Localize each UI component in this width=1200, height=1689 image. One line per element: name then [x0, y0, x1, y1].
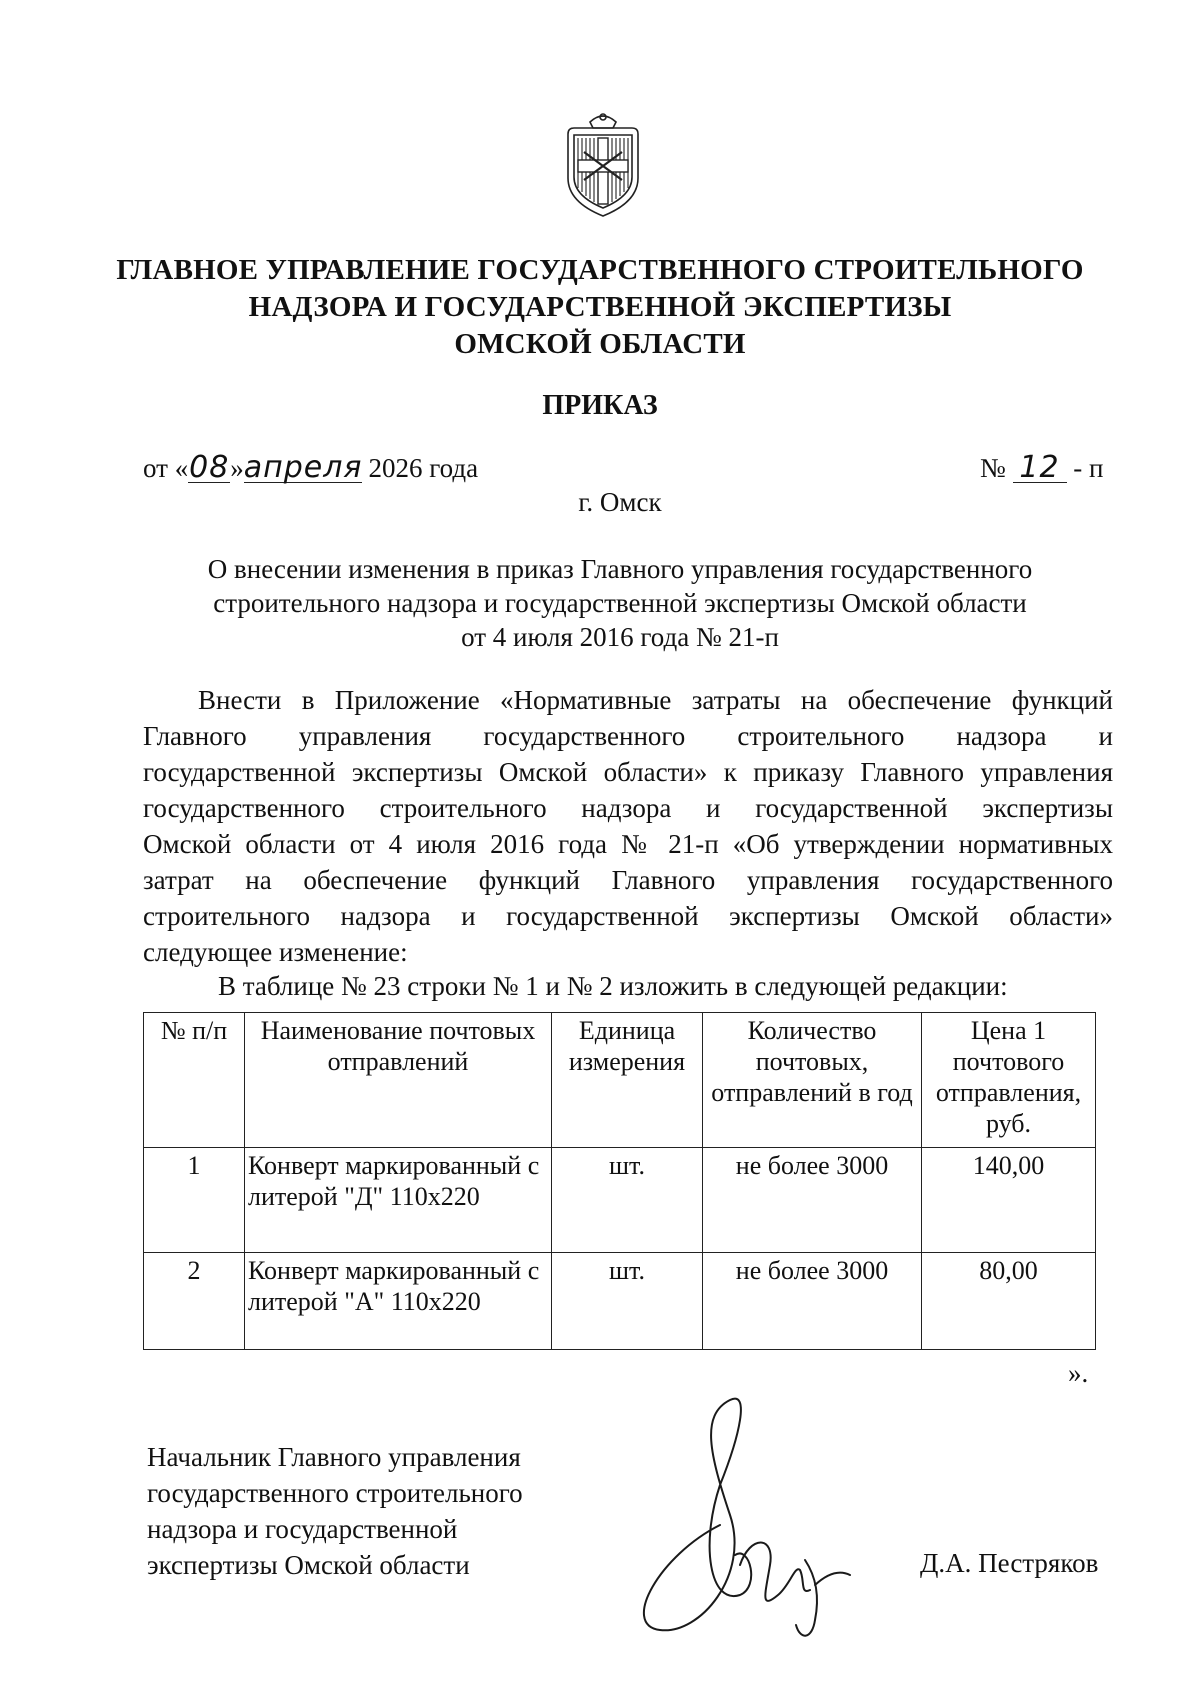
- agency-name-line-3: ОМСКОЙ ОБЛАСТИ: [454, 328, 746, 360]
- table-row: [144, 1253, 1096, 1350]
- table-row: [144, 1148, 1096, 1253]
- signatory-title-line-1: Начальник Главного управления: [147, 1442, 521, 1472]
- body-line-6: затрат на обеспечение функций Главного управления государственного: [143, 865, 1113, 895]
- body-line-9: В таблице № 23 строки № 1 и № 2 изложить в следующей редакции:: [218, 971, 1008, 1001]
- body-line-5: Омской области от 4 июля 2016 года № 21-п «Об утверждении нормативных: [143, 829, 1113, 859]
- number-suffix: - п: [1066, 453, 1104, 483]
- row-2-quantity: не более 3000: [703, 1253, 922, 1350]
- body-line-1: Внести в Приложение «Нормативные затраты на обеспечение функций: [198, 685, 1113, 715]
- header-cell-name: Наименование почтовых отправлений: [245, 1013, 552, 1148]
- agency-name-line-2: НАДЗОРА И ГОСУДАРСТВЕННОЙ ЭКСПЕРТИЗЫ: [248, 291, 952, 323]
- postal-items-table: [143, 1012, 1096, 1350]
- subject-line-3: от 4 июля 2016 года № 21-п: [461, 622, 779, 652]
- closing-quote: ».: [1068, 1358, 1089, 1388]
- handwritten-signature-icon: [600, 1395, 860, 1645]
- order-date: [143, 452, 478, 484]
- coat-of-arms-icon: [560, 108, 646, 220]
- row-1-price: 140,00: [922, 1148, 1096, 1253]
- row-1-name: Конверт маркированный с литерой "Д" 110x220: [245, 1148, 552, 1253]
- subject-line-2: строительного надзора и государственной экспертизы Омской области: [213, 588, 1027, 618]
- row-1-quantity: не более 3000: [703, 1148, 922, 1253]
- header-cell-unit: Единица измерения: [552, 1013, 703, 1148]
- signatory-title-line-2: государственного строительного: [147, 1478, 523, 1508]
- date-mid: »: [230, 453, 244, 483]
- signatory-title-line-3: надзора и государственной: [147, 1514, 458, 1544]
- header-cell-price: Цена 1 почтового отправления, руб.: [922, 1013, 1096, 1148]
- subject-line-1: О внесении изменения в приказ Главного управления государственного: [207, 554, 1033, 584]
- table-header-row: [144, 1013, 1096, 1148]
- date-day-handwritten: 08: [189, 450, 230, 485]
- agency-name-line-1: ГЛАВНОЕ УПРАВЛЕНИЕ ГОСУДАРСТВЕННОГО СТРОИТЕЛЬНОГО: [116, 254, 1084, 286]
- order-number: [980, 452, 1103, 484]
- row-2-unit: шт.: [552, 1253, 703, 1350]
- signatory-title-line-4: экспертизы Омской области: [147, 1550, 470, 1580]
- number-handwritten: 12: [1013, 454, 1067, 483]
- body-line-8: следующее изменение:: [143, 937, 408, 967]
- body-line-3: государственной экспертизы Омской области» к приказу Главного управления: [143, 757, 1113, 787]
- body-line-4: государственного строительного надзора и государственной экспертизы: [143, 793, 1113, 823]
- row-1-number: 1: [144, 1148, 245, 1253]
- number-prefix: №: [980, 453, 1013, 483]
- body-line-2: Главного управления государственного строительного надзора и: [143, 721, 1113, 751]
- row-1-unit: шт.: [552, 1148, 703, 1253]
- row-2-price: 80,00: [922, 1253, 1096, 1350]
- date-month-handwritten: апреля: [243, 450, 363, 485]
- header-cell-quantity: Количество почтовых, отправлений в год: [703, 1013, 922, 1148]
- date-suffix: 2026 года: [361, 453, 479, 483]
- row-2-number: 2: [144, 1253, 245, 1350]
- header-cell-number: № п/п: [144, 1013, 245, 1148]
- date-prefix: от «: [143, 453, 189, 483]
- body-line-7: строительного надзора и государственной экспертизы Омской области»: [143, 901, 1113, 931]
- row-2-name: Конверт маркированный с литерой "А" 110x220: [245, 1253, 552, 1350]
- document-type-title: ПРИКАЗ: [542, 390, 658, 421]
- city: г. Омск: [578, 487, 662, 517]
- signatory-name: Д.А. Пестряков: [920, 1548, 1099, 1578]
